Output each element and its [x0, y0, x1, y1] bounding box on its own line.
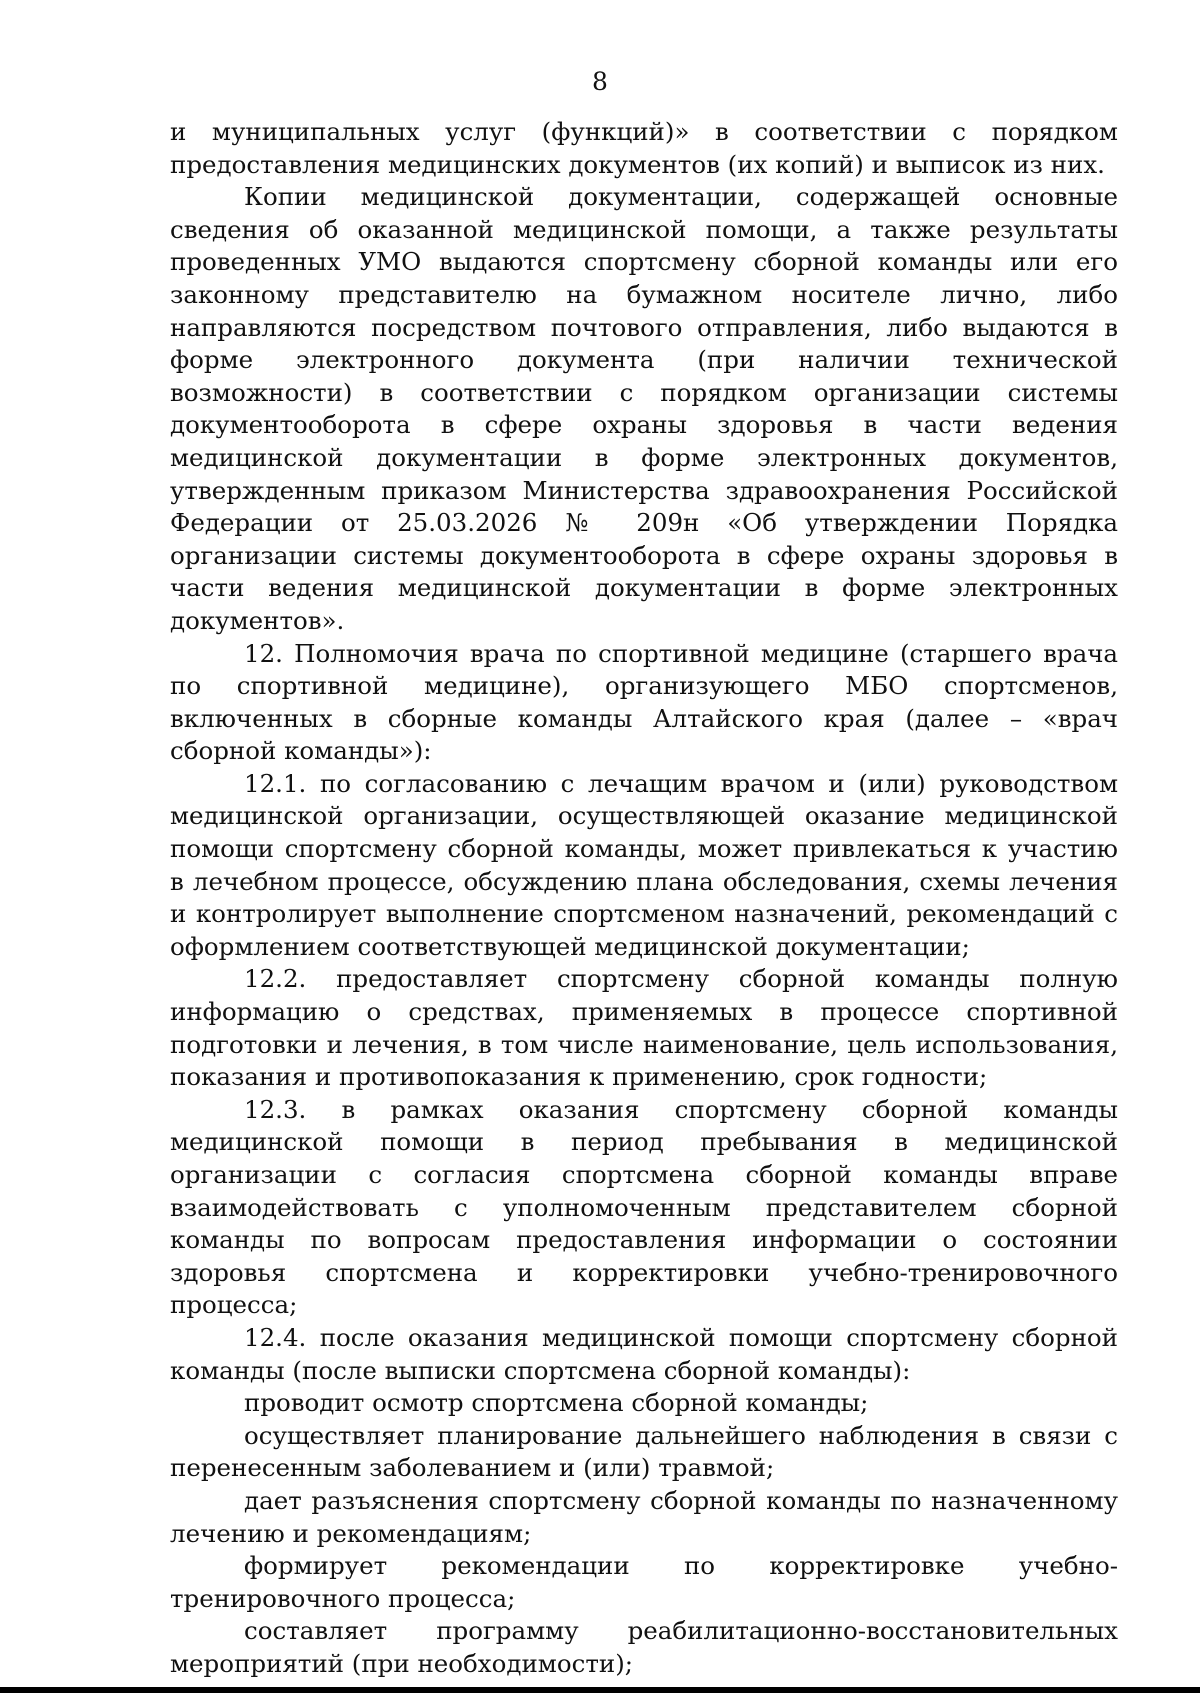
paragraph-recommendations: формирует рекомендации по корректировке учебно-тренировочного процесса; [170, 1551, 1118, 1613]
paragraph-rehabilitation-program: составляет программу реабилитационно-восстановительных мероприятий (при необходимости); [170, 1616, 1118, 1678]
paragraph-item-12-1: 12.1. по согласованию с лечащим врачом и (или) руководством медицинской организации, осуществляющей оказание медицинской помощи спортсмену сборной команды, может привлекаться к участию в лечебном процессе, обсуждению плана обследования, схемы лечения и контролирует выполнение спортсменом назначений, рекомендаций с оформлением соответствующей медицинской документации; [170, 768, 1118, 961]
paragraph-planning: осуществляет планирование дальнейшего наблюдения в связи с перенесенным заболеванием и (или) травмой; [170, 1420, 1118, 1483]
paragraph-item-12-3: 12.3. в рамках оказания спортсмену сборной команды медицинской помощи в период пребывания в медицинской организации с согласия спортсмена сборной команды вправе взаимодействовать с уполномоченным представителем сборной команды по вопросам предоставления информации о состоянии здоровья спортсмена и корректировки учебно-тренировочного процесса; [170, 1094, 1118, 1320]
paragraph-explanations: дает разъяснения спортсмену сборной команды по назначенному лечению и рекомендациям; [170, 1485, 1118, 1548]
paragraph-examination: проводит осмотр спортсмена сборной команды; [244, 1388, 869, 1418]
paragraph-item-12-2: 12.2. предоставляет спортсмену сборной команды полную информацию о средствах, применяемых в процессе спортивной подготовки и лечения, в том числе наименование, цель использования, показания и противопоказания к применению, срок годности; [170, 964, 1118, 1092]
paragraph-continuation: и муниципальных услуг (функций)» в соответствии с порядком предоставления медицинских документов (их копий) и выписок из них. [170, 117, 1118, 179]
paragraph-item-12: 12. Полномочия врача по спортивной медицине (старшего врача по спортивной медицине), организующего МБО спортсменов, включенных в сборные команды Алтайского края (далее – «врач сборной команды»): [170, 638, 1118, 766]
bottom-scan-edge [0, 1687, 1200, 1693]
document-body [170, 116, 1118, 1681]
paragraph-item-12-4: 12.4. после оказания медицинской помощи спортсмену сборной команды (после выписки спортсмена сборной команды): [170, 1322, 1118, 1385]
page-number: 8 [592, 67, 608, 96]
paragraph-copies-of-documentation: Копии медицинской документации, содержащей основные сведения об оказанной медицинской помощи, а также результаты проведенных УМО выдаются спортсмену сборной команды или его законному представителю на бумажном носителе лично, либо направляются посредством почтового отправления, либо выдаются в форме электронного документа (при наличии технической возможности) в соответствии с порядком организации системы документооборота в сфере охраны здоровья в части ведения медицинской документации в форме электронных документов, утвержденным приказом Министерства здравоохранения Российской Федерации от 25.03.2026 № 209н «Об утверждении Порядка организации системы документооборота в сфере охраны здоровья в части ведения медицинской документации в форме электронных документов». [170, 182, 1118, 635]
